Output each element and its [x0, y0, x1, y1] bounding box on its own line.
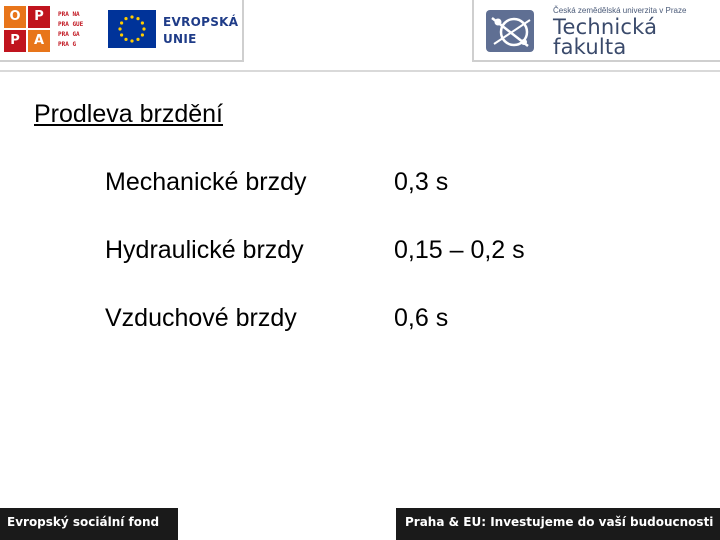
slide-title: Prodleva brzdění: [34, 100, 224, 128]
technicka-fakulta-emblem-icon: [484, 6, 538, 56]
eu-flag-icon: [108, 10, 156, 48]
oppa-grid-row: PRA NA: [58, 11, 80, 18]
oppa-praha-grid: [58, 10, 98, 52]
oppa-letter-p1: P: [28, 6, 50, 28]
row-label-air: Vzduchové brzdy: [105, 304, 297, 332]
oppa-grid-row: PRA GUE: [58, 21, 84, 28]
row-value-hydraulic: 0,15 – 0,2 s: [394, 236, 525, 264]
eu-text-line1: EVROPSKÁ: [163, 15, 239, 29]
university-name: Česká zemědělská univerzita v Praze: [553, 6, 687, 15]
oppa-grid-row: PRA GA: [58, 31, 80, 38]
oppa-grid-row: PRA G: [58, 41, 77, 48]
row-label-mechanical: Mechanické brzdy: [105, 168, 307, 196]
eu-logo-text: [163, 14, 241, 48]
row-value-air: 0,6 s: [394, 304, 449, 332]
footer-right-text: Praha & EU: Investujeme do vaší budoucnosti: [405, 515, 714, 529]
eu-text-line2: UNIE: [163, 32, 197, 46]
oppa-letter-a: A: [28, 30, 50, 52]
row-value-mechanical: 0,3 s: [394, 168, 449, 196]
oppa-letter-p2: P: [4, 30, 26, 52]
oppa-logo: [4, 6, 52, 54]
faculty-name-line2: fakulta: [553, 35, 627, 59]
row-label-hydraulic: Hydraulické brzdy: [105, 236, 304, 264]
oppa-letter-o: O: [4, 6, 26, 28]
header-divider: [0, 70, 720, 72]
footer-left-text: Evropský sociální fond: [7, 515, 160, 529]
faculty-name-line1: Technická: [553, 15, 658, 39]
